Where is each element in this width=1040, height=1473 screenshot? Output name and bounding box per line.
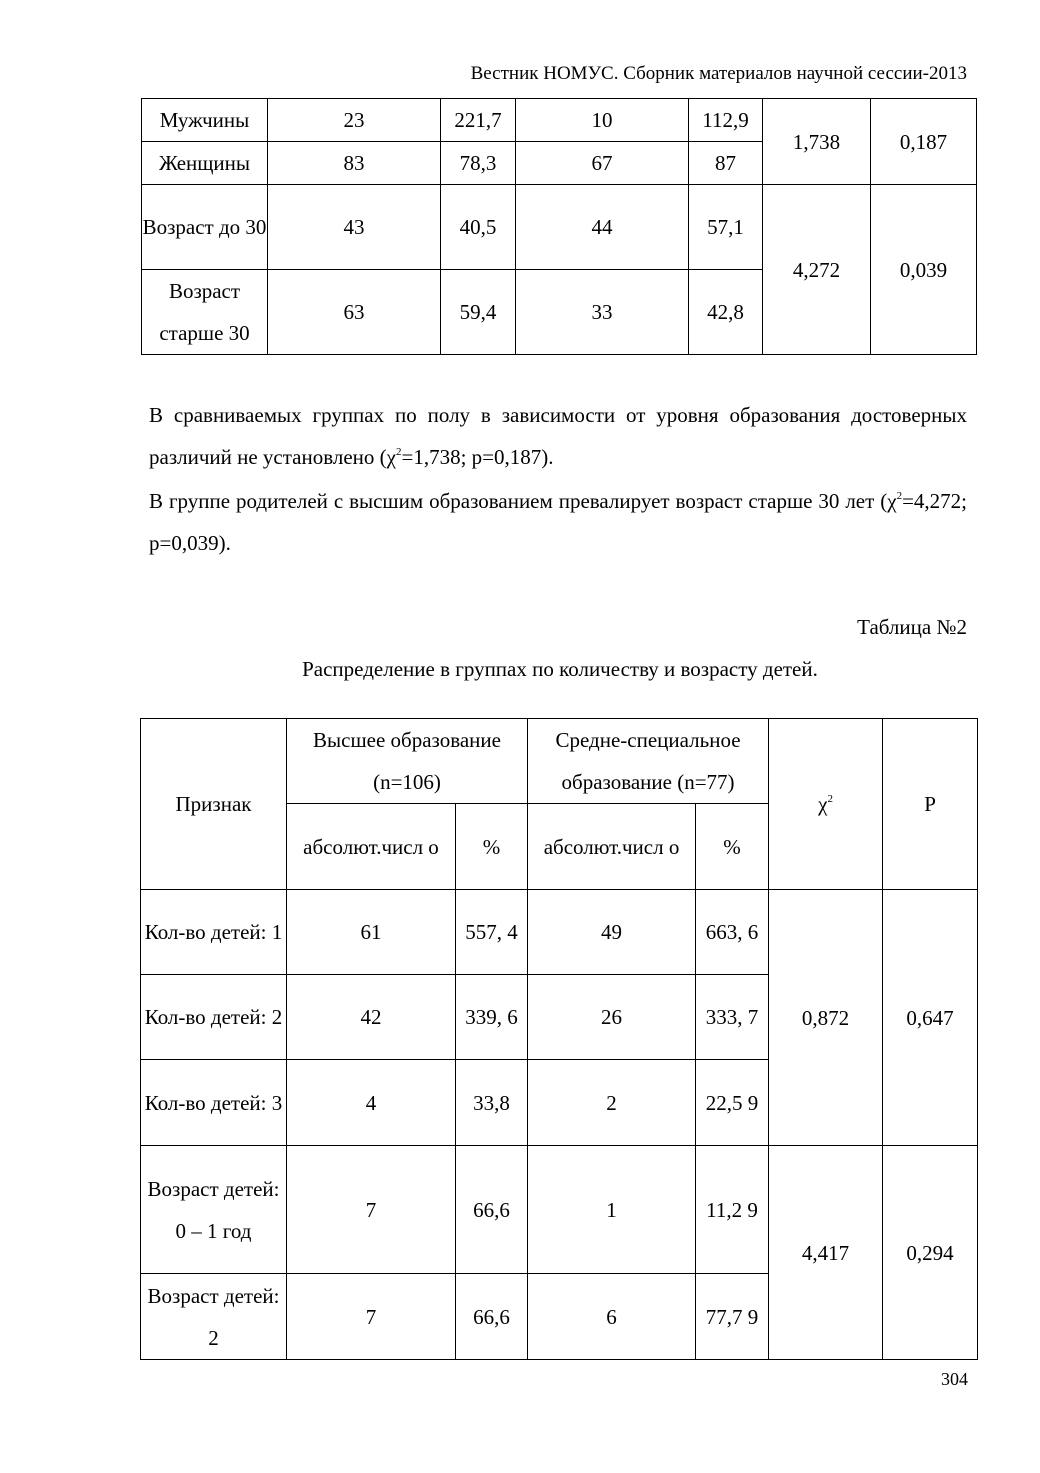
p-value: 0,187 xyxy=(871,99,977,185)
table-row xyxy=(141,890,978,975)
table-cell: 43 xyxy=(268,185,441,270)
table-cell: 333, 7 xyxy=(696,975,769,1060)
table-cell: 67 xyxy=(516,142,689,185)
row-label: Кол-во детей: 1 xyxy=(141,890,287,975)
table-cell: 663, 6 xyxy=(696,890,769,975)
chi-square-value: 0,872 xyxy=(769,890,883,1146)
table-cell: 77,7 9 xyxy=(696,1274,769,1360)
chi-square-value: 4,417 xyxy=(769,1146,883,1360)
table-cell: 339, 6 xyxy=(456,975,528,1060)
table-number: Таблица №2 xyxy=(857,615,967,639)
table-cell: 66,6 xyxy=(456,1146,528,1274)
table-cell: 1 xyxy=(528,1146,696,1274)
header-sign: Признак xyxy=(141,719,287,890)
header-higher-education: Высшее образование (n=106) xyxy=(287,719,528,804)
header-percent: % xyxy=(696,804,769,890)
chi-square-value: 4,272 xyxy=(763,185,871,355)
p-value: 0,647 xyxy=(883,890,978,1146)
table-cell: 57,1 xyxy=(689,185,763,270)
table-cell: 78,3 xyxy=(441,142,516,185)
table-row xyxy=(142,99,977,142)
header-absolute-number: абсолют.числ о xyxy=(528,804,696,890)
table-cell: 7 xyxy=(287,1146,456,1274)
table-cell: 40,5 xyxy=(441,185,516,270)
table-cell: 61 xyxy=(287,890,456,975)
table-cell: 7 xyxy=(287,1274,456,1360)
table-children-distribution xyxy=(140,718,978,1360)
table-cell: 42,8 xyxy=(689,270,763,355)
paragraph-age-comparison: В группе родителей с высшим образованием превалирует возраст старше 30 лет ($\chi^2=4,272$; p=0,039). xyxy=(149,489,967,555)
table-cell: 44 xyxy=(516,185,689,270)
table-cell: 42 xyxy=(287,975,456,1060)
table-row xyxy=(141,1146,978,1274)
table-cell: 2 xyxy=(528,1060,696,1146)
table-header-row xyxy=(141,719,978,804)
table-cell: 23 xyxy=(268,99,441,142)
table-title: Распределение в группах по количеству и возрасту детей. xyxy=(302,657,818,681)
table-cell: 6 xyxy=(528,1274,696,1360)
row-label: Возраст детей: 0 – 1 год xyxy=(141,1146,287,1274)
table-cell: 10 xyxy=(516,99,689,142)
row-label: Кол-во детей: 3 xyxy=(141,1060,287,1146)
table-cell: 87 xyxy=(689,142,763,185)
table-cell: 63 xyxy=(268,270,441,355)
row-label: Женщины xyxy=(142,142,268,185)
table-cell: 22,5 9 xyxy=(696,1060,769,1146)
header-chi-square: $\chi^2$ xyxy=(769,719,883,890)
header-special-education: Средне-специальное образование (n=77) xyxy=(528,719,769,804)
table-cell: 33 xyxy=(516,270,689,355)
table-cell: 83 xyxy=(268,142,441,185)
table-cell: 221,7 xyxy=(441,99,516,142)
table-cell: 557, 4 xyxy=(456,890,528,975)
table-cell: 112,9 xyxy=(689,99,763,142)
chi-square-value: 1,738 xyxy=(763,99,871,185)
row-label: Возраст до 30 xyxy=(142,185,268,270)
p-value: 0,039 xyxy=(871,185,977,355)
table-row xyxy=(142,185,977,270)
row-label: Мужчины xyxy=(142,99,268,142)
table-cell: 66,6 xyxy=(456,1274,528,1360)
table-cell: 49 xyxy=(528,890,696,975)
row-label: Возраст старше 30 xyxy=(142,270,268,355)
table-cell: 26 xyxy=(528,975,696,1060)
paragraph-sex-comparison: В сравниваемых группах по полу в зависимости от уровня образования достоверных различий не установлено ($\chi^2=1,738$; p=0,187). xyxy=(149,403,967,469)
row-label: Возраст детей: 2 xyxy=(141,1274,287,1360)
p-value: 0,294 xyxy=(883,1146,978,1360)
page-number: 304 xyxy=(941,1369,968,1389)
table-cell: 33,8 xyxy=(456,1060,528,1146)
table-education-by-sex-age xyxy=(141,98,977,355)
header-p: P xyxy=(883,719,978,890)
row-label: Кол-во детей: 2 xyxy=(141,975,287,1060)
table-cell: 11,2 9 xyxy=(696,1146,769,1274)
table-cell: 59,4 xyxy=(441,270,516,355)
table-cell: 4 xyxy=(287,1060,456,1146)
journal-header: Вестник НОМУС. Сборник материалов научной сессии-2013 xyxy=(470,63,967,84)
header-percent: % xyxy=(456,804,528,890)
header-absolute-number: абсолют.числ о xyxy=(287,804,456,890)
